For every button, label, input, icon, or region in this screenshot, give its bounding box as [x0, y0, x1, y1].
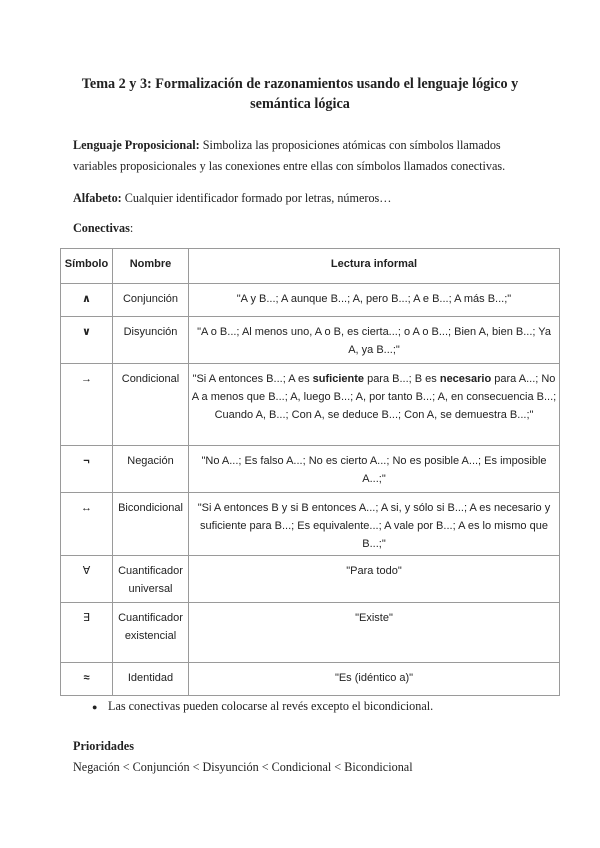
reading-cell: "Existe"	[189, 603, 560, 663]
title-line-2: semántica lógica	[250, 96, 350, 112]
header-nombre: Nombre	[113, 249, 189, 284]
alfabeto-text: Cualquier identificador formado por letras, números…	[121, 191, 392, 205]
reading-cell: "A o B...; Al menos uno, A o B, es cierta...; o A o B...; Bien A, bien B...; Ya A, ya B...;"	[189, 317, 560, 364]
reading-cell: "A y B...; A aunque B...; A, pero B...; A e B...; A más B...;"	[189, 284, 560, 317]
header-lectura: Lectura informal	[189, 249, 560, 284]
symbol-universal: ∀	[61, 556, 113, 603]
reading-part: "Si A entonces B...; A es	[192, 373, 313, 385]
prioridades-section	[73, 736, 543, 778]
reading-cell: "Para todo"	[189, 556, 560, 603]
lenguaje-label: Lenguaje Proposicional:	[73, 138, 200, 152]
name-cell: Condicional	[113, 364, 189, 446]
name-cell: Identidad	[113, 663, 189, 696]
alfabeto-paragraph	[73, 188, 543, 209]
reading-bold-necesario: necesario	[439, 373, 492, 385]
table-row	[61, 556, 560, 603]
alfabeto-label: Alfabeto:	[73, 191, 122, 205]
conectivas-label: Conectivas	[73, 221, 130, 235]
table-row	[61, 446, 560, 493]
title-line-1: Tema 2 y 3: Formalización de razonamientos usando el lenguaje lógico y	[81, 76, 519, 92]
conectivas-colon: :	[129, 221, 134, 235]
symbol-identidad: ≈	[61, 663, 113, 696]
table-row	[61, 493, 560, 556]
reading-part: para A...; No A a menos que B...; A, luego B...; A, por tanto B...; A, en consecuencia B...; Cuando A, B...; Con A, se deduce B...; Con A, se demuestra B...;"	[191, 373, 557, 421]
name-cell: Cuantificador existencial	[113, 603, 189, 663]
name-cell: Conjunción	[113, 284, 189, 317]
symbol-bicondicional: ↔	[61, 493, 113, 556]
bullet-text: Las conectivas pueden colocarse al revés excepto el bicondicional.	[108, 699, 434, 713]
table-header-row	[61, 249, 560, 284]
lenguaje-text-2: variables proposicionales y las conexiones entre ellas con símbolos llamados conectivas.	[73, 159, 506, 173]
conectivas-heading	[73, 218, 543, 239]
name-cell: Disyunción	[113, 317, 189, 364]
table-row	[61, 663, 560, 696]
table-row	[61, 284, 560, 317]
symbol-existencial: ∃	[61, 603, 113, 663]
symbol-condicional: →	[61, 364, 113, 446]
header-simbolo: Símbolo	[61, 249, 113, 284]
symbol-conjuncion: ∧	[61, 284, 113, 317]
name-cell: Cuantificador universal	[113, 556, 189, 603]
symbol-negacion: ¬	[61, 446, 113, 493]
reading-cell: "Es (idéntico a)"	[189, 663, 560, 696]
table-row	[61, 603, 560, 663]
reading-cell: "No A...; Es falso A...; No es cierto A...; No es posible A...; Es imposible A...;"	[189, 446, 560, 493]
prioridades-text: Negación < Conjunción < Disyunción < Condicional < Bicondicional	[73, 760, 413, 774]
lenguaje-paragraph	[73, 135, 543, 177]
reading-bold-suficiente: suficiente	[312, 373, 365, 385]
prioridades-label: Prioridades	[73, 739, 134, 753]
table-row	[61, 317, 560, 364]
symbol-disyuncion: ∨	[61, 317, 113, 364]
bullet-dot: ●	[92, 702, 98, 712]
name-cell: Bicondicional	[113, 493, 189, 556]
bullet-note	[92, 696, 433, 717]
conectivas-table	[60, 248, 560, 696]
name-cell: Negación	[113, 446, 189, 493]
table-row	[61, 364, 560, 446]
page-title	[60, 74, 540, 114]
reading-part: para B...; B es	[364, 373, 440, 385]
reading-cell: "Si A entonces B y si B entonces A...; A si, y sólo si B...; A es necesario y suficiente para B...; Es equivalente...; A vale por B...; A es lo mismo que B...;"	[189, 493, 560, 556]
reading-cell	[189, 364, 560, 446]
lenguaje-text-1: Simboliza las proposiciones atómicas con símbolos llamados	[199, 138, 501, 152]
